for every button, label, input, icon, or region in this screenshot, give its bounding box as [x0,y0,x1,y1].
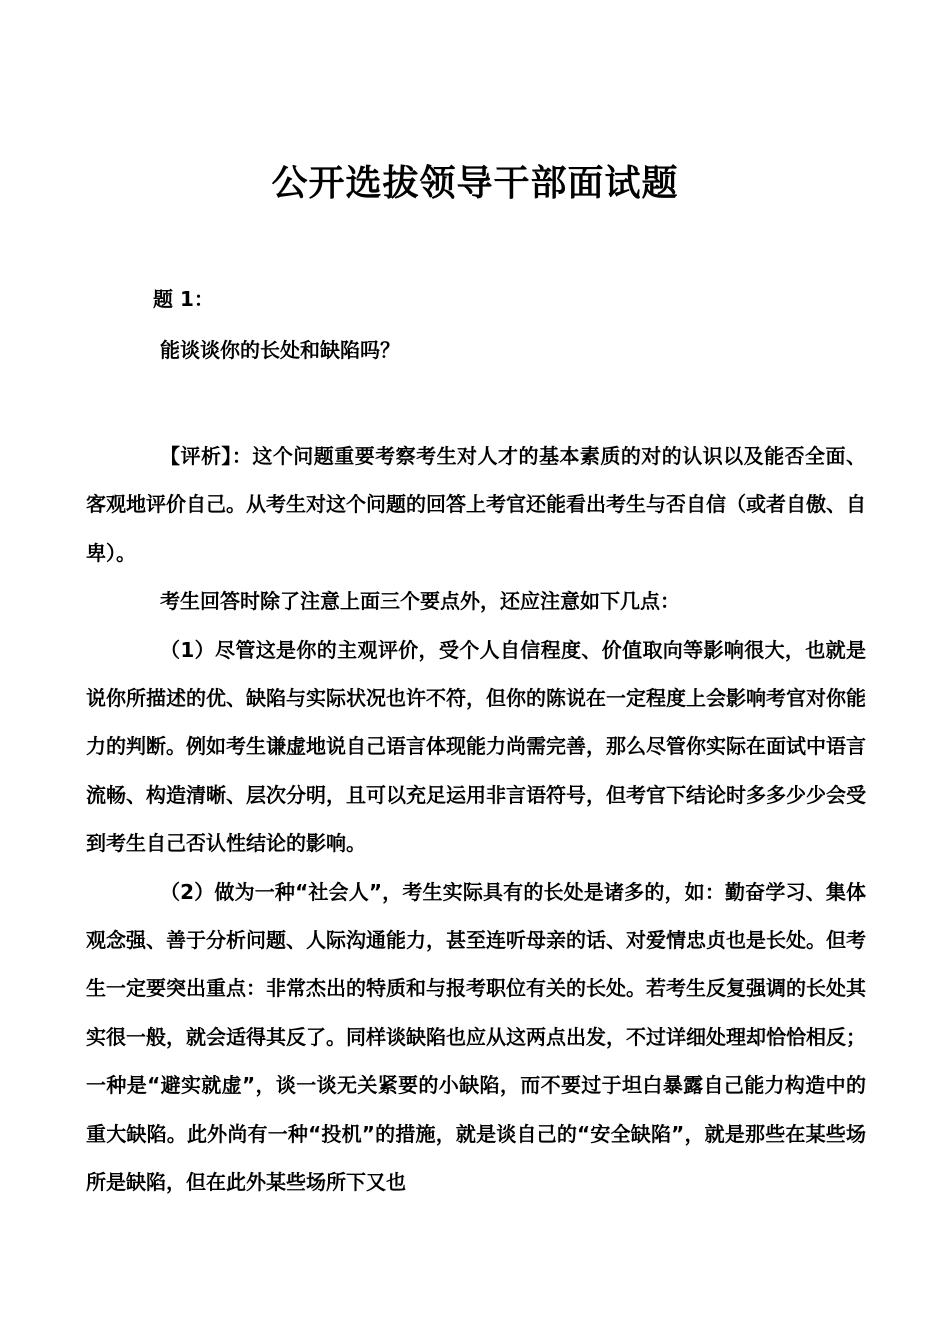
document-body [86,432,866,1207]
document-title: 公开选拔领导干部面试题 [271,163,679,204]
question-label: 题 1： [153,287,214,311]
notes-intro-paragraph: 考生回答时除了注意上面三个要点外，还应注意如下几点： [160,589,680,614]
analysis-paragraph: 【评析】：这个问题重要考察考生对人才的基本素质的对的认识以及能否全面、客观地评价自己。从考生对这个问题的回答上考官还能看出考生与否自信（或者自傲、自卑）。 [86,444,866,565]
point-1-paragraph: （1）尽管这是你的主观评价，受个人自信程度、价值取向等影响很大，也就是说你所描述的优、缺陷与实际状况也许不符，但你的陈说在一定程度上会影响考官对你能力的判断。例如考生谦虚地说自己语言体现能力尚需完善，那么尽管你实际在面试中语言流畅、构造清晰、层次分明，且可以充足运用非言语符号，但考官下结论时多多少少会受到考生自己否认性结论的影响。 [86,637,866,856]
question-text: 能谈谈你的长处和缺陷吗？ [160,338,400,362]
point-2-paragraph: （2）做为一种“社会人”，考生实际具有的长处是诸多的，如：勤奋学习、集体观念强、善于分析问题、人际沟通能力，甚至连听母亲的话、对爱情忠贞也是长处。但考生一定要突出重点：非常杰出的特质和与报考职位有关的长处。若考生反复强调的长处其实很一般，就会适得其反了。同样谈缺陷也应从这两点出发，不过详细处理却恰恰相反；一种是“避实就虚”，谈一谈无关紧要的小缺陷，而不要过于坦白暴露自己能力构造中的重大缺陷。此外尚有一种“投机”的措施，就是谈自己的“安全缺陷”，就是那些在某些场所是缺陷，但在此外某些场所下又也 [86,879,866,1195]
